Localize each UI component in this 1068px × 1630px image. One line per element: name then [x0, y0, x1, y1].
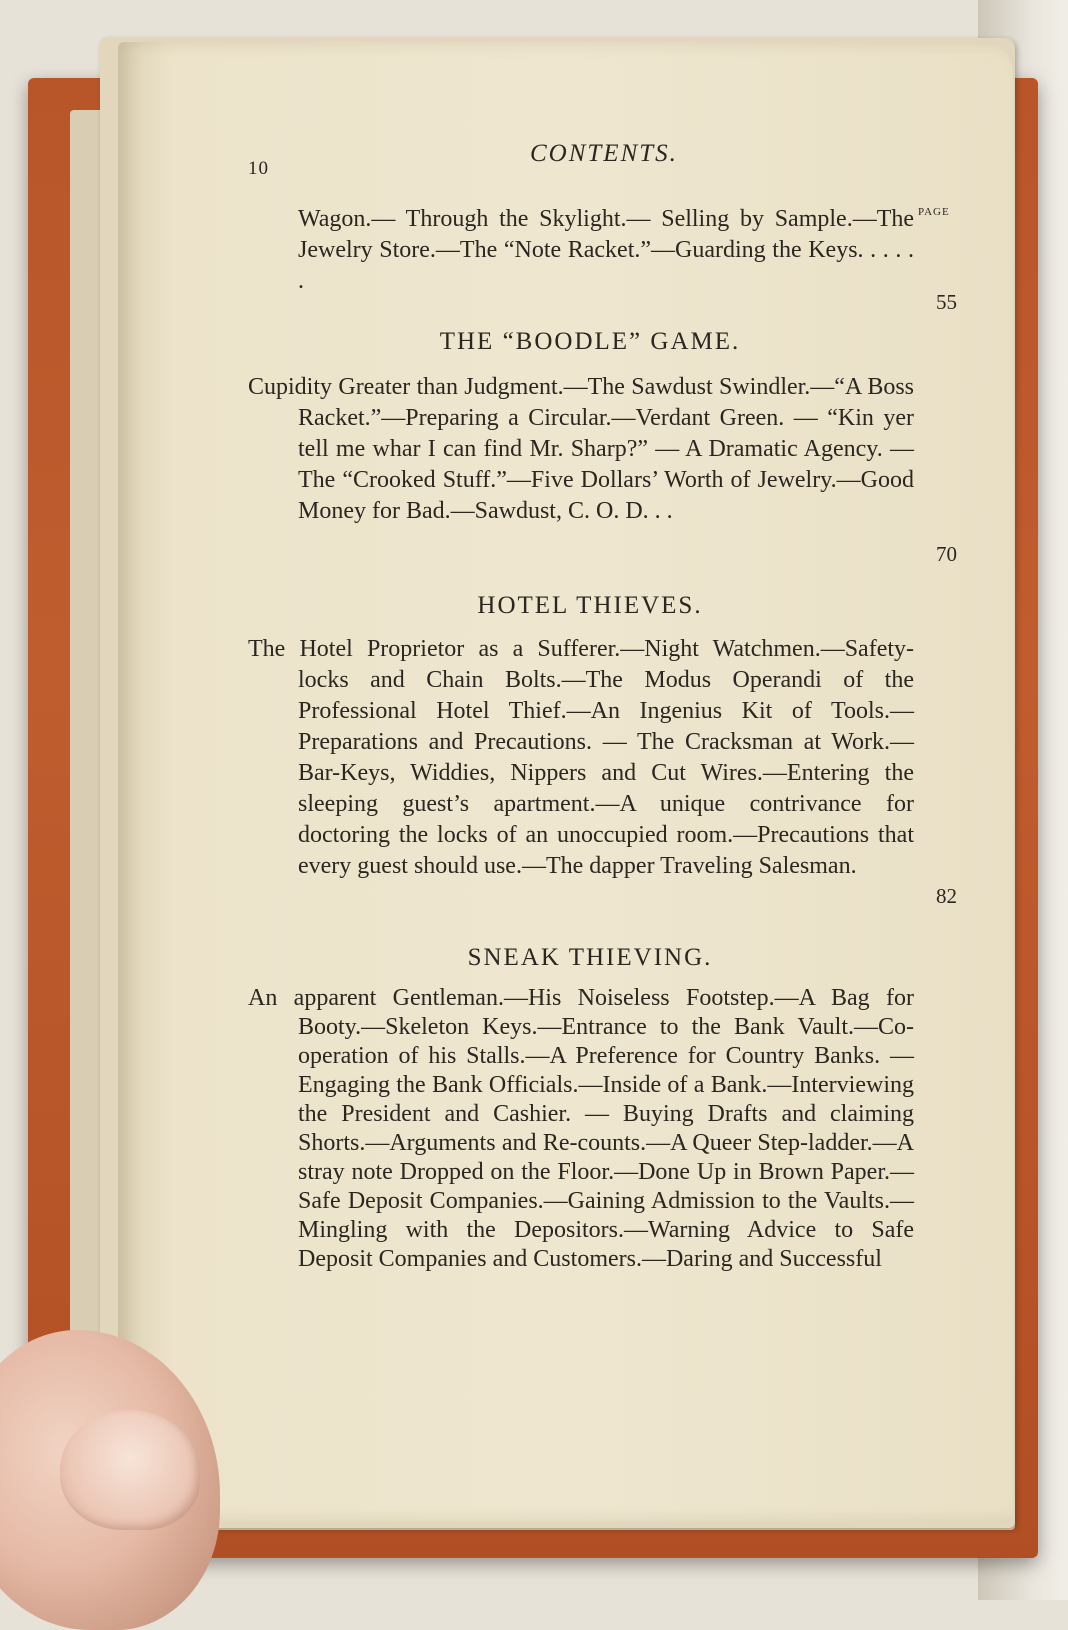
- section-title-boodle: THE “BOODLE” GAME.: [439, 328, 741, 355]
- contents-entry-sneak: An apparent Gentleman.—His Noiseless Footstep.—A Bag for Booty.—Skeleton Keys.—Entrance to the Bank Vault.—Co-operation of his Stalls.—A Preference for Country Banks. — Engaging the Bank Officials.—Inside of a Bank.—Interviewing the President and Cashier. — Buying Drafts and claiming Shorts.—Arguments and Re-counts.—A Queer Step-ladder.—A stray note Dropped on the Floor.—Done Up in Brown Paper.—Safe Deposit Companies.—Gaining Admission to the Vaults.—Mingling with the Depositors.—Warning Advice to Safe Deposit Companies and Customers.—Daring and Successful: [248, 985, 914, 1272]
- section-title-hotel: HOTEL THIEVES.: [477, 592, 703, 619]
- page-folio: 10: [248, 158, 269, 179]
- contents-entry-hotel: The Hotel Proprietor as a Sufferer.—Night Watchmen.—Safety-locks and Chain Bolts.—The Modus Operandi of the Professional Hotel Thief.—An Ingenius Kit of Tools.—Preparations and Precautions. — The Cracksman at Work.— Bar-Keys, Widdies, Nippers and Cut Wires.—Entering the sleeping guest’s apartment.—A unique contrivance for doctoring the locks of an unoccupied room.—Precautions that every guest should use.—The dapper Traveling Salesman.: [248, 636, 914, 879]
- section-title-sneak: SNEAK THIEVING.: [467, 944, 713, 971]
- thumbnail-nail: [60, 1410, 200, 1530]
- contents-entry-continued: Wagon.— Through the Skylight.— Selling by Sample.—The Jewelry Store.—The “Note Racket.”—Guarding the Keys. . . . . .: [298, 206, 914, 294]
- page-number-hotel: 82: [936, 884, 957, 908]
- page-number-continued: 55: [936, 290, 957, 314]
- page-column-label: PAGE: [918, 206, 950, 218]
- contents-entry-boodle: Cupidity Greater than Judgment.—The Sawdust Swindler.—“A Boss Racket.”—Preparing a Circular.—Verdant Green. — “Kin yer tell me whar I can find Mr. Sharp?” — A Dramatic Agency. — The “Crooked Stuff.”—Five Dollars’ Worth of Jewelry.—Good Money for Bad.—Sawdust, C. O. D. . .: [248, 374, 914, 524]
- page-number-boodle: 70: [936, 542, 957, 566]
- running-head: CONTENTS.: [530, 140, 678, 167]
